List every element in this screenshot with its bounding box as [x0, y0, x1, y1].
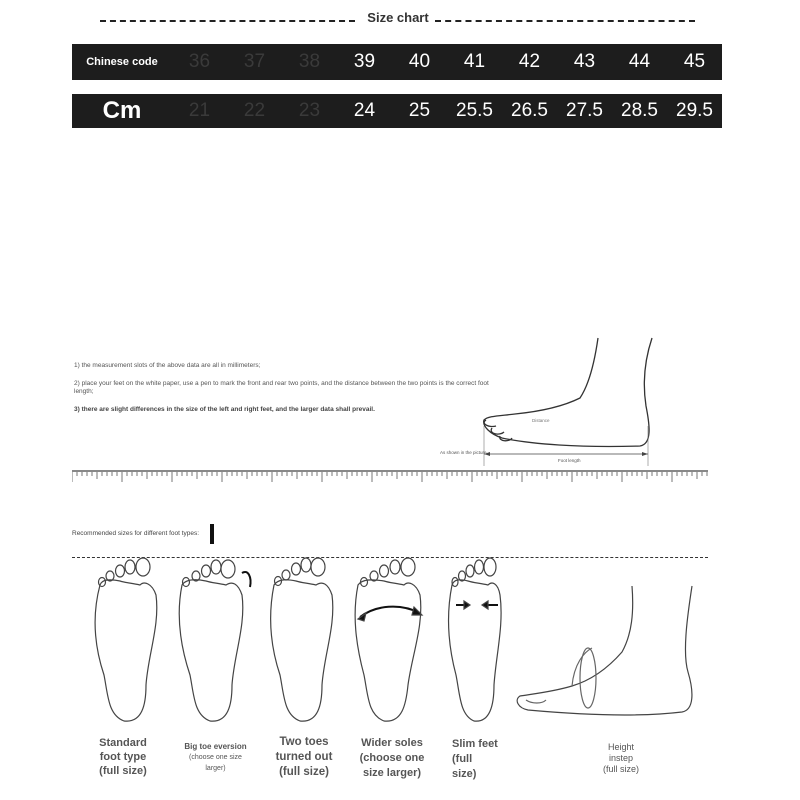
- label-line: size larger): [362, 767, 422, 779]
- label-line: Big toe eversion: [184, 742, 247, 751]
- cm-cell: 25.5: [456, 100, 493, 121]
- measurement-notes: [74, 362, 494, 424]
- chinese-code-cell: 44: [628, 51, 651, 72]
- high-instep-foot-icon: [512, 582, 702, 722]
- chinese-code-cell: 36: [188, 51, 211, 72]
- title-dash-left: [100, 20, 355, 22]
- two-toes-label: [268, 735, 340, 780]
- label-line: (full size): [279, 766, 329, 778]
- size-chart-header: [100, 8, 700, 32]
- title-dash-right: [435, 20, 695, 22]
- label-line: Height: [607, 742, 634, 752]
- cm-cell: 26.5: [511, 100, 548, 121]
- slim-foot-icon: [440, 555, 520, 730]
- label-line: larger): [205, 765, 226, 772]
- page-title: Size chart: [367, 10, 429, 25]
- chinese-code-cell: 43: [573, 51, 596, 72]
- marker-bar: [210, 524, 214, 544]
- chinese-code-cells: [172, 51, 722, 73]
- label-line: turned out: [275, 751, 333, 763]
- cm-cell: 24: [353, 100, 376, 121]
- cm-label: Cm: [102, 97, 142, 124]
- foot-types-heading: Recommended sizes for different foot types:: [72, 530, 200, 537]
- label-line: foot type: [99, 751, 147, 763]
- label-line: instep: [608, 753, 634, 763]
- distance-label: Distance: [532, 418, 550, 423]
- cm-cell: 23: [298, 100, 321, 121]
- label-line: Wider soles: [361, 737, 423, 749]
- chinese-code-row: [72, 44, 722, 80]
- label-line: (choose one: [359, 752, 425, 764]
- chinese-code-cell: 39: [353, 51, 376, 72]
- arrow-right-icon: [642, 452, 648, 456]
- as-shown-label: As shown in the picture: [440, 450, 487, 455]
- big-toe-eversion-foot-icon: [176, 555, 256, 730]
- chinese-code-label: Chinese code: [86, 56, 158, 68]
- slim-feet-label: [452, 737, 508, 782]
- two-toes-foot-icon: [266, 555, 346, 730]
- foot-side-outline: [484, 338, 652, 447]
- chinese-code-cell: 37: [243, 51, 266, 72]
- chinese-code-cell: 40: [408, 51, 431, 72]
- label-line: Two toes: [279, 736, 329, 748]
- standard-foot-label: [88, 736, 158, 778]
- label-line: size): [452, 768, 477, 780]
- cm-cell: 25: [408, 100, 431, 121]
- chinese-code-cell: 38: [298, 51, 321, 72]
- cm-cell: 21: [188, 100, 211, 121]
- label-line: Standard: [99, 737, 147, 749]
- label-line: (full size): [602, 764, 639, 774]
- cm-cell: 27.5: [566, 100, 603, 121]
- chinese-code-cell: 45: [683, 51, 706, 72]
- standard-foot-icon: [86, 555, 166, 730]
- wider-soles-foot-icon: [350, 555, 430, 730]
- foot-measurement-sketch: [440, 336, 710, 472]
- ruler: [72, 470, 708, 486]
- note-1: 1) the measurement slots of the above data are all in millimeters;: [74, 362, 261, 369]
- cm-cell: 28.5: [621, 100, 658, 121]
- label-line: (full: [452, 753, 473, 765]
- chinese-code-cell: 42: [518, 51, 541, 72]
- cm-cells: [172, 100, 722, 122]
- cm-cell: 22: [243, 100, 266, 121]
- cm-row: [72, 94, 722, 128]
- label-line: (choose one size: [189, 754, 242, 761]
- high-instep-label: [592, 742, 650, 775]
- chinese-code-cell: 41: [463, 51, 486, 72]
- note-3: 3) there are slight differences in the size of the left and right feet, and the larger data shall prevail.: [74, 406, 375, 413]
- label-line: Slim feet: [452, 738, 498, 750]
- label-line: (full size): [99, 765, 147, 777]
- cm-cell: 29.5: [676, 100, 713, 121]
- wider-soles-label: [354, 736, 430, 781]
- big-toe-eversion-label: [178, 741, 253, 774]
- foot-length-label: Foot length: [558, 458, 581, 463]
- note-2: 2) place your feet on the white paper, use a pen to mark the front and rear two points, and the distance between the two points is the correct foot length;: [74, 380, 489, 395]
